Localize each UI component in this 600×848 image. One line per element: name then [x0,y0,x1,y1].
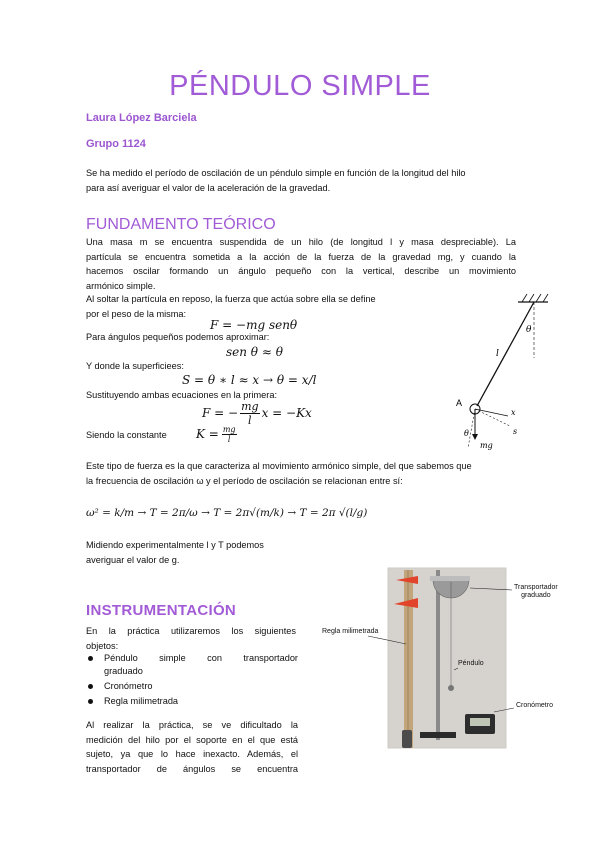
ruler [404,570,413,748]
label-ruler: Regla milimetrada [322,628,379,635]
label-text: Transportador [514,584,558,591]
list-item [86,680,298,693]
text-line: por el peso de la misma: [86,308,187,319]
arrow-head [472,434,478,440]
theory-paragraph-2 [86,292,426,321]
instruments-list [86,652,298,708]
text-line: sujeto, ya que lo hace inexacto. Además, el [86,749,298,759]
equation-approx: sen θ ≈ θ [226,345,283,359]
ruler-base [402,730,412,748]
theta-top-label: θ [526,325,532,335]
stand-rod [436,570,440,740]
list-item [86,652,298,678]
pendulum-string [477,302,534,406]
section-heading-fundamento: FUNDAMENTO TEÓRICO [86,216,276,233]
group-label: Grupo 1124 [86,138,146,150]
text-line: Al soltar la partícula en reposo, la fuerza que actúa sobre ella se define [86,294,376,304]
pendulum-weight [448,685,454,691]
instruments-paragraph [86,718,298,776]
x-vector [475,409,508,416]
substitution-text: Sustituyendo ambas ecuaciones en la primera: [86,390,278,400]
text-line: Al realizar la práctica, se ve dificultado la [86,720,298,730]
pendulum-diagram [430,288,560,453]
intro-paragraph [86,166,516,195]
equation-constant [196,422,237,446]
point-a-label: A [456,398,463,408]
constant-label: Siendo la constante [86,430,167,440]
text-line: la frecuencia de oscilación ω y el período de oscilación se relacionan entre sí: [86,475,403,486]
fraction-denominator: l [248,413,252,427]
protractor-bar [430,576,470,581]
fraction-denominator: l [227,434,231,444]
list-item [86,695,298,708]
label-pendulum: Péndulo [458,660,484,667]
eq-part: F = − [202,406,239,420]
text-line: En la práctica utilizaremos los siguientes [86,626,296,636]
theory-paragraph-3 [86,459,516,488]
page-title: PÉNDULO SIMPLE [169,70,431,102]
theory-paragraph-1-end: armónico simple. [86,280,156,291]
fraction-numerator: mg [222,424,236,434]
equation-period: ω² = k/m → T = 2π/ω → T = 2π√(m/k) → T = 2π √(l/g) [86,507,368,519]
bullet-icon [88,699,93,704]
text-line: transportador de ángulos se encuentra [86,763,298,774]
surface-text: Y donde la superficiees: [86,361,184,371]
equation-force: F = −mg senθ [210,318,298,332]
equation-arc: S = θ ∗ l ≈ x → θ = x/l [182,373,317,387]
instruments-intro [86,624,296,653]
list-item-text: Regla milimetrada [104,696,179,706]
list-item-text: Cronómetro [104,681,153,691]
text-line: averiguar el valor de g. [86,554,180,565]
text-line: hacemos oscilar formando un ángulo pequeño con la vertical, describe un movimiento [86,266,516,276]
stand-base [420,732,456,738]
theory-paragraph-1 [86,235,516,279]
length-label: l [496,349,499,359]
eq-part: K = [196,427,219,441]
fraction [240,400,259,427]
list-item-text: graduado [104,666,143,676]
eq-part: x = −Kx [261,406,312,420]
text-line: objetos: [86,640,119,651]
text-line: Una masa m se encuentra suspendida de un hilo (de longitud l y masa despreciable). La [86,237,516,247]
theta-bottom-label: θ [464,429,469,438]
text-line: partícula se encuentra sometida a la acción de la fuerza de la gravedad mg, y cuando la [86,251,516,262]
text-line: medición del hilo por el soporte en el que está [86,734,298,745]
x-label: x [511,408,516,417]
label-text: graduado [521,592,551,599]
fraction [222,425,237,444]
s-label: s [513,427,518,436]
intro-line: para así averiguar el valor de la aceleración de la gravedad. [86,182,331,193]
label-protractor [514,584,558,600]
bullet-icon [88,684,93,689]
fraction-numerator: mg [241,399,259,413]
stopwatch-display [470,718,490,726]
theory-paragraph-4 [86,538,306,567]
list-item-text: Péndulo simple con transportador [104,653,298,663]
s-arc [475,409,510,426]
intro-line: Se ha medido el período de oscilación de un péndulo simple en función de la longitud del hilo [86,168,466,178]
ceiling-support [518,294,548,302]
lower-reference [468,409,475,448]
mg-label: mg [480,441,493,450]
text-line: Midiendo experimentalmente l y T podemos [86,540,264,550]
small-angle-text: Para ángulos pequeños podemos aproximar: [86,332,270,342]
label-stopwatch: Cronómetro [516,702,553,709]
author-name: Laura López Barciela [86,112,197,124]
equipment-photo [308,562,580,750]
bullet-icon [88,656,93,661]
text-line: Este tipo de fuerza es la que caracteriza al movimiento armónico simple, del que sabemos que [86,461,472,471]
section-heading-instrumentacion: INSTRUMENTACIÓN [86,602,237,619]
